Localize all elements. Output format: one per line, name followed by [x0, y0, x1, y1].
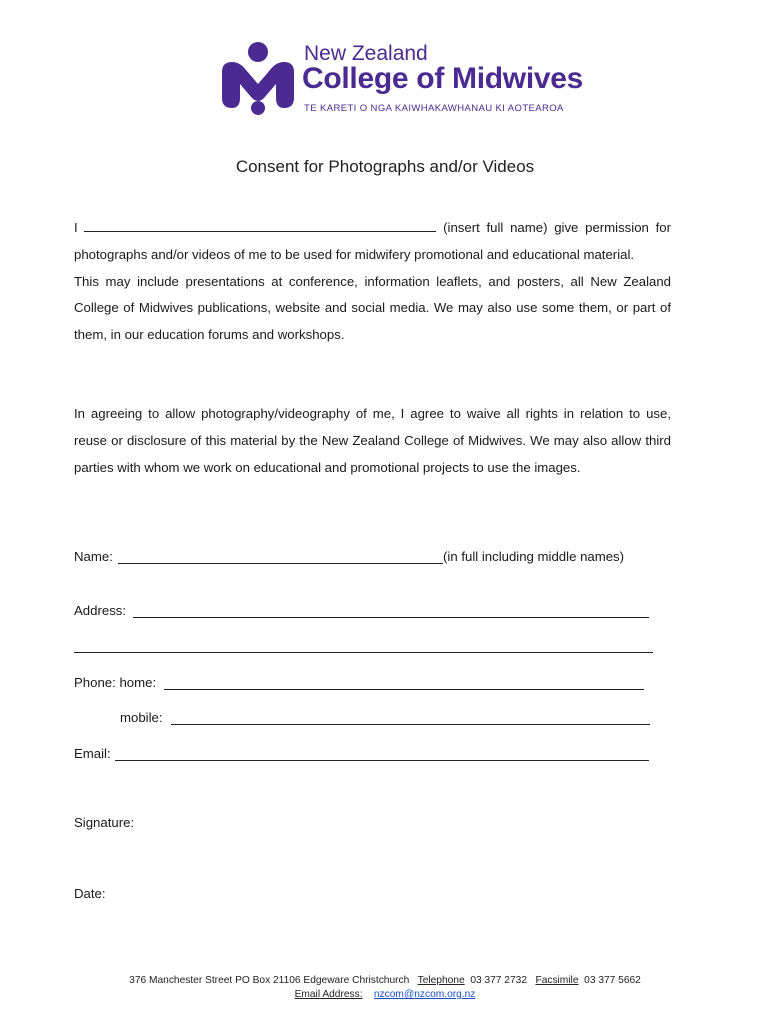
- address-label: Address:: [74, 603, 127, 618]
- footer-email-line: [0, 988, 770, 1002]
- mobile-label: mobile:: [120, 710, 163, 725]
- nzcom-logo: [218, 40, 588, 120]
- email-field[interactable]: [115, 760, 649, 761]
- footer-email-link[interactable]: nzcom@nzcom.org.nz: [373, 989, 476, 1000]
- address-field-line-2[interactable]: [74, 652, 653, 653]
- name-field[interactable]: [118, 563, 443, 564]
- footer-telephone: 03 377 2732: [470, 975, 527, 986]
- consent-text: (insert full name) give permission for photographs and/or videos of me to be used for midwifery promotional and educational material.: [74, 220, 671, 262]
- footer-contact-line: [0, 974, 770, 988]
- consent-statement: [74, 215, 671, 349]
- name-hint: (in full including middle names): [443, 549, 625, 564]
- footer-facsimile: 03 377 5662: [584, 975, 641, 986]
- logo-line-college-of-midwives: College of Midwives: [302, 62, 584, 95]
- date-label: Date:: [74, 886, 106, 901]
- full-name-blank[interactable]: [84, 217, 436, 232]
- footer-telephone-label: Telephone: [417, 975, 465, 986]
- footer-email-label: Email Address:: [294, 989, 363, 1000]
- footer: [0, 974, 770, 1002]
- signature-label: Signature:: [74, 815, 135, 830]
- phone-home-field[interactable]: [164, 689, 644, 690]
- footer-address: 376 Manchester Street PO Box 21106 Edgeware Christchurch: [129, 975, 410, 986]
- page-title: Consent for Photographs and/or Videos: [235, 157, 535, 176]
- logo-line-new-zealand: New Zealand: [304, 42, 428, 65]
- email-label: Email:: [74, 746, 111, 761]
- nzcom-emblem-icon: [218, 40, 298, 116]
- logo-line-maori-name: TE KARETI O NGA KAIWHAKAWHANAU KI AOTEAROA: [304, 103, 564, 114]
- mobile-field[interactable]: [171, 724, 650, 725]
- consent-paragraph-2: This may include presentations at conference, information leaflets, and posters, all New Zealand College of Midwives publications, website and social media. We may also use some them, or part of them, in our education forums and workshops.: [74, 273, 671, 343]
- phone-home-label: Phone: home:: [74, 675, 157, 690]
- consent-prefix: I: [74, 220, 78, 235]
- address-field-line-1[interactable]: [133, 617, 649, 618]
- footer-facsimile-label: Facsimile: [535, 975, 579, 986]
- name-label: Name:: [74, 549, 113, 564]
- consent-paragraph-3: In agreeing to allow photography/videography of me, I agree to waive all rights in relation to use, reuse or disclosure of this material by the New Zealand College of Midwives. We may also allow third parties with whom we work on educational and promotional projects to use the images.: [74, 406, 671, 475]
